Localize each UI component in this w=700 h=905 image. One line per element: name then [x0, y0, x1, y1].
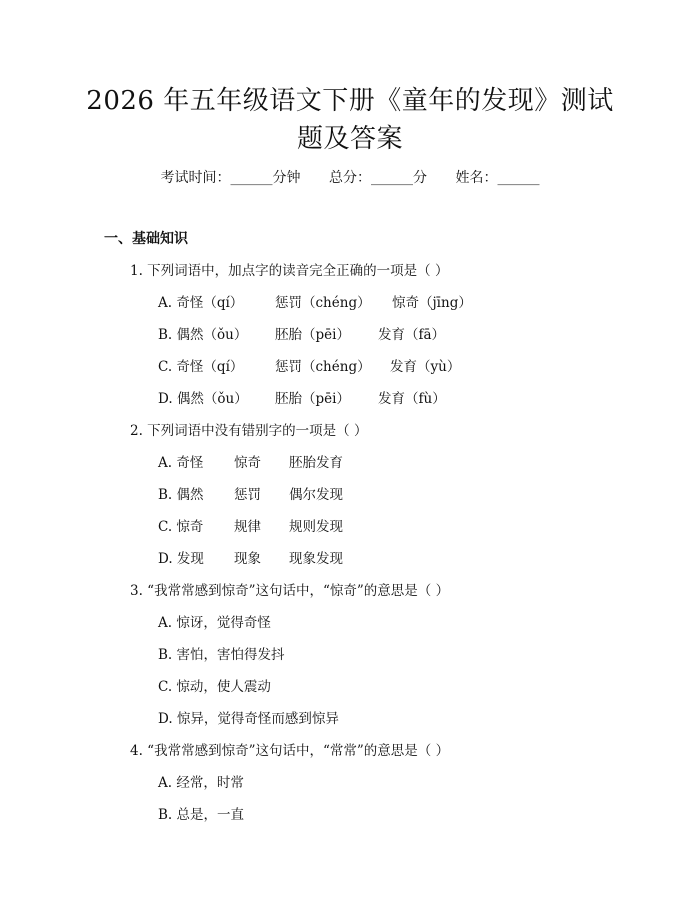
question-1-option-b — [158, 325, 445, 345]
option-part: C. 惊奇 — [158, 519, 204, 535]
section-heading-basic-knowledge: 一、基础知识 — [104, 231, 188, 247]
question-3-option-a: A. 惊讶，觉得奇怪 — [158, 615, 271, 631]
question-3-stem: 3. “我常常感到惊奇”这句话中，“惊奇”的意思是（ ） — [130, 583, 450, 599]
question-2-option-a — [158, 453, 343, 473]
option-part: A. 奇怪（qí） — [158, 295, 244, 311]
option-part: 发育（yù） — [390, 359, 461, 375]
question-2-stem: 2. 下列词语中没有错别字的一项是（ ） — [130, 423, 368, 439]
question-2-option-b — [158, 485, 343, 505]
exam-meta — [0, 168, 700, 188]
option-part: 胚胎（pēi） — [275, 391, 350, 407]
option-part: 规则发现 — [289, 519, 343, 535]
question-3-option-c: C. 惊动，使人震动 — [158, 679, 271, 695]
exam-time: 考试时间：______分钟 — [160, 170, 301, 186]
question-4-stem: 4. “我常常感到惊奇”这句话中，“常常”的意思是（ ） — [130, 743, 450, 759]
option-part: D. 偶然（ǒu） — [158, 391, 248, 407]
option-part: 发育（fù） — [378, 391, 446, 407]
option-part: A. 奇怪 — [158, 455, 204, 471]
option-part: 现象 — [234, 551, 261, 567]
option-part: 惩罚（chéng） — [275, 295, 371, 311]
question-1-option-c — [158, 357, 460, 377]
question-1-stem: 1. 下列词语中，加点字的读音完全正确的一项是（ ） — [130, 263, 449, 279]
exam-total-score: 总分：______分 — [329, 170, 427, 186]
title-line-1: 2026 年五年级语文下册《童年的发现》测试 — [86, 86, 614, 116]
option-part: 胚胎发育 — [289, 455, 343, 471]
option-part: B. 偶然（ǒu） — [158, 327, 248, 343]
option-part: B. 偶然 — [158, 487, 204, 503]
option-part: 发育（fā） — [378, 327, 446, 343]
option-part: C. 奇怪（qí） — [158, 359, 244, 375]
option-part: D. 发现 — [158, 551, 204, 567]
option-part: 偶尔发现 — [289, 487, 343, 503]
question-2-option-d — [158, 549, 343, 569]
option-part: 现象发现 — [289, 551, 343, 567]
student-name: 姓名：______ — [455, 170, 540, 186]
question-3-option-b: B. 害怕，害怕得发抖 — [158, 647, 285, 663]
question-1-option-a — [158, 293, 472, 313]
option-part: 规律 — [234, 519, 261, 535]
question-2-option-c — [158, 517, 343, 537]
question-1-option-d — [158, 389, 446, 409]
title-line-2: 题及答案 — [296, 124, 403, 154]
option-part: 胚胎（pēi） — [275, 327, 350, 343]
option-part: 惩罚 — [234, 487, 261, 503]
question-4-option-a: A. 经常，时常 — [158, 775, 244, 791]
option-part: 惊奇（jīng） — [392, 295, 472, 311]
page-title — [80, 82, 620, 158]
option-part: 惊奇 — [234, 455, 261, 471]
question-3-option-d: D. 惊异，觉得奇怪而感到惊异 — [158, 711, 339, 727]
option-part: 惩罚（chéng） — [275, 359, 371, 375]
question-4-option-b: B. 总是，一直 — [158, 807, 245, 823]
